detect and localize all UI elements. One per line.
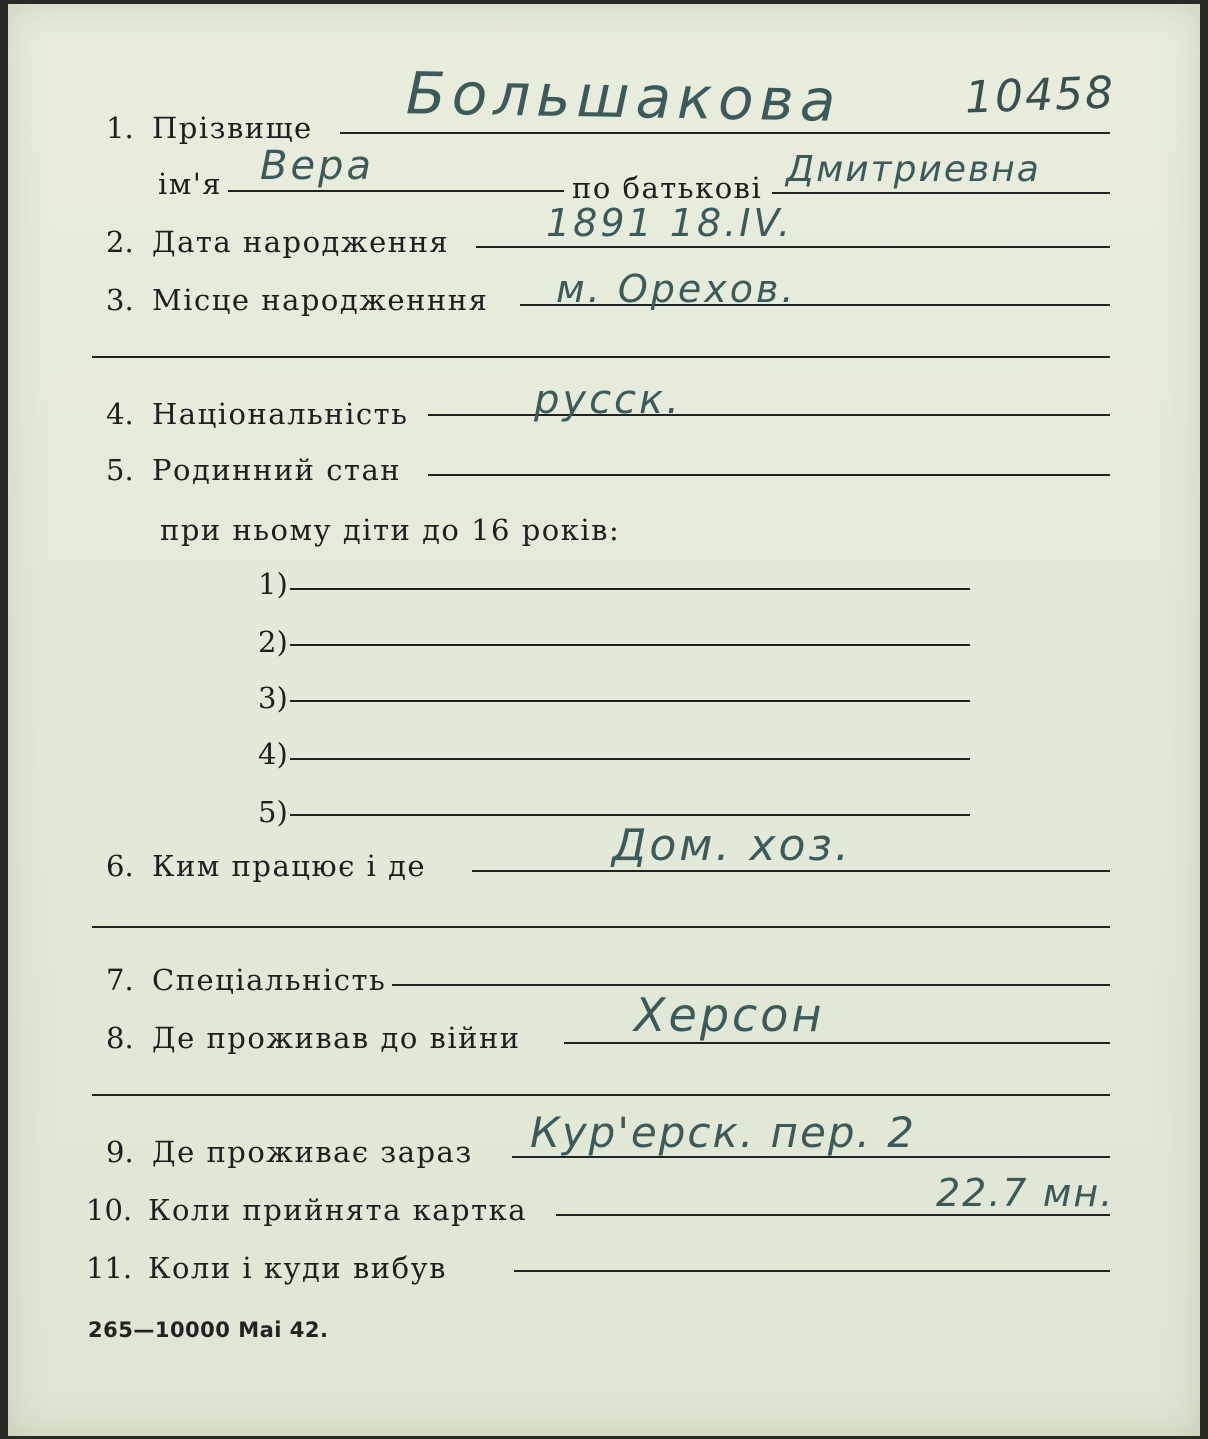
- child-4-label: 4): [258, 737, 288, 771]
- child-2-line: [290, 644, 970, 646]
- child-5-label: 5): [258, 795, 288, 829]
- extra-line-2: [92, 926, 1110, 928]
- child-1-label: 1): [258, 567, 288, 601]
- child-5-line: [290, 814, 970, 816]
- surname-value: Большакова: [405, 59, 842, 135]
- patronymic-line: [772, 192, 1110, 194]
- child-4-line: [290, 758, 970, 760]
- extra-line-1: [92, 356, 1110, 358]
- child-1-line: [290, 588, 970, 590]
- card-accepted-value: 22.7 мн.: [936, 1171, 1115, 1215]
- nationality-label: Національність: [152, 397, 409, 431]
- name-value: Вера: [260, 143, 374, 189]
- specialty-label: Спеціальність: [152, 963, 387, 997]
- registration-card: [8, 4, 1200, 1436]
- field-number-8: 8.: [106, 1021, 134, 1055]
- field-number-7: 7.: [106, 963, 134, 997]
- field-number-6: 6.: [106, 849, 134, 883]
- birth-date-line: [476, 246, 1110, 248]
- name-label: ім'я: [158, 167, 223, 201]
- prewar-residence-label: Де проживав до війни: [152, 1021, 521, 1055]
- field-number-10: 10.: [86, 1193, 133, 1227]
- surname-label: Прізвище: [152, 111, 313, 145]
- birth-place-value: м. Орехов.: [556, 267, 797, 311]
- birth-date-value: 1891 18.IV.: [546, 201, 794, 245]
- field-number-3: 3.: [106, 283, 134, 317]
- occupation-value: Дом. хоз.: [612, 820, 852, 871]
- field-number-1: 1.: [106, 111, 134, 145]
- marital-status-label: Родинний стан: [152, 453, 402, 487]
- field-number-2: 2.: [106, 225, 134, 259]
- departed-label: Коли і куди вибув: [148, 1251, 447, 1285]
- birth-date-label: Дата народження: [152, 225, 450, 259]
- child-3-label: 3): [258, 681, 288, 715]
- field-number-4: 4.: [106, 397, 134, 431]
- child-2-label: 2): [258, 625, 288, 659]
- child-3-line: [290, 700, 970, 702]
- print-run-footer: 265—10000 Mai 42.: [88, 1318, 329, 1342]
- extra-line-3: [92, 1094, 1110, 1096]
- card-number: 10458: [964, 67, 1116, 124]
- field-number-11: 11.: [86, 1251, 133, 1285]
- birth-place-label: Місце народженння: [152, 283, 489, 317]
- field-number-5: 5.: [106, 453, 134, 487]
- prewar-residence-line: [564, 1042, 1110, 1044]
- occupation-label: Ким працює і де: [152, 849, 427, 883]
- specialty-line: [392, 984, 1110, 986]
- children-label: при ньому діти до 16 років:: [160, 513, 621, 547]
- departed-line: [514, 1270, 1110, 1272]
- nationality-line: [428, 414, 1110, 416]
- field-number-9: 9.: [106, 1135, 134, 1169]
- prewar-residence-value: Херсон: [634, 988, 825, 1042]
- nationality-value: русск.: [534, 377, 682, 423]
- current-residence-label: Де проживає зараз: [152, 1135, 473, 1169]
- patronymic-label: по батькові: [572, 171, 763, 205]
- marital-status-line: [428, 474, 1110, 476]
- name-line: [228, 190, 564, 192]
- current-residence-value: Кур'ерск. пер. 2: [530, 1108, 916, 1157]
- card-accepted-label: Коли прийнята картка: [148, 1193, 528, 1227]
- patronymic-value: Дмитриевна: [786, 149, 1041, 190]
